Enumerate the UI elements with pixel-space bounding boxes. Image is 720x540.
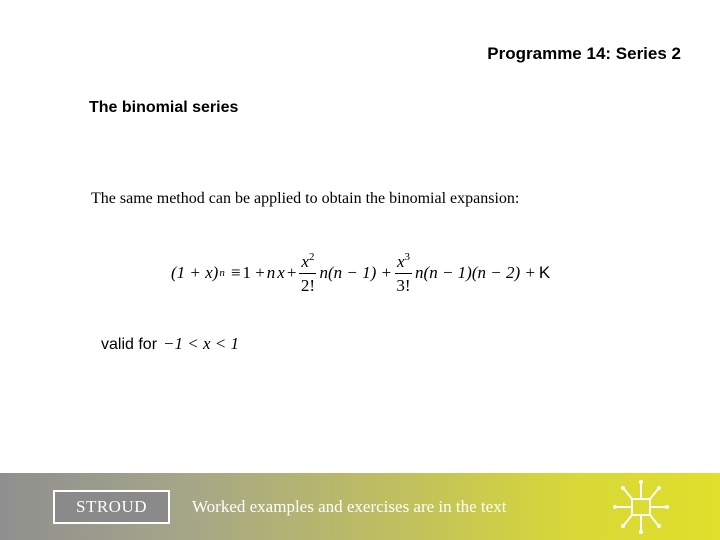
section-heading: The binomial series bbox=[89, 99, 239, 116]
formula-term-3: n(n − 1) + bbox=[319, 263, 392, 282]
formula-plus: + bbox=[286, 263, 297, 282]
validity-condition: −1 < x < 1 bbox=[163, 334, 239, 353]
navigation-compass-icon[interactable] bbox=[612, 479, 670, 535]
frac2-denominator: 3! bbox=[396, 276, 411, 295]
formula-fraction-2 bbox=[395, 252, 412, 294]
formula-term-2-var: x bbox=[277, 263, 285, 282]
footer-note: Worked examples and exercises are in the text bbox=[192, 497, 507, 516]
formula-term-2-coef: n bbox=[266, 263, 276, 282]
formula-term-1: 1 + bbox=[242, 263, 265, 282]
frac1-denominator: 2! bbox=[300, 276, 316, 295]
frac1-numerator: x bbox=[301, 252, 309, 271]
footer-bar bbox=[0, 473, 720, 540]
formula-term-4: n(n − 1)(n − 2) + bbox=[415, 263, 536, 282]
formula-equiv: ≡ bbox=[230, 263, 241, 282]
validity-statement bbox=[101, 334, 239, 354]
body-paragraph: The same method can be applied to obtain the binomial expansion: bbox=[91, 190, 520, 207]
page-title: Programme 14: Series 2 bbox=[487, 44, 681, 63]
formula-lhs-exponent: n bbox=[219, 267, 225, 279]
validity-label: valid for bbox=[101, 336, 158, 353]
frac2-numerator: x bbox=[396, 252, 405, 271]
formula-lhs: (1 + x) bbox=[171, 263, 219, 282]
binomial-formula bbox=[170, 252, 550, 294]
frac2-exponent: 3 bbox=[404, 251, 411, 263]
brand-logo: STROUD bbox=[53, 490, 170, 524]
formula-ellipsis: K bbox=[538, 263, 551, 282]
formula-fraction-1 bbox=[299, 252, 316, 294]
frac1-exponent: 2 bbox=[308, 251, 315, 263]
